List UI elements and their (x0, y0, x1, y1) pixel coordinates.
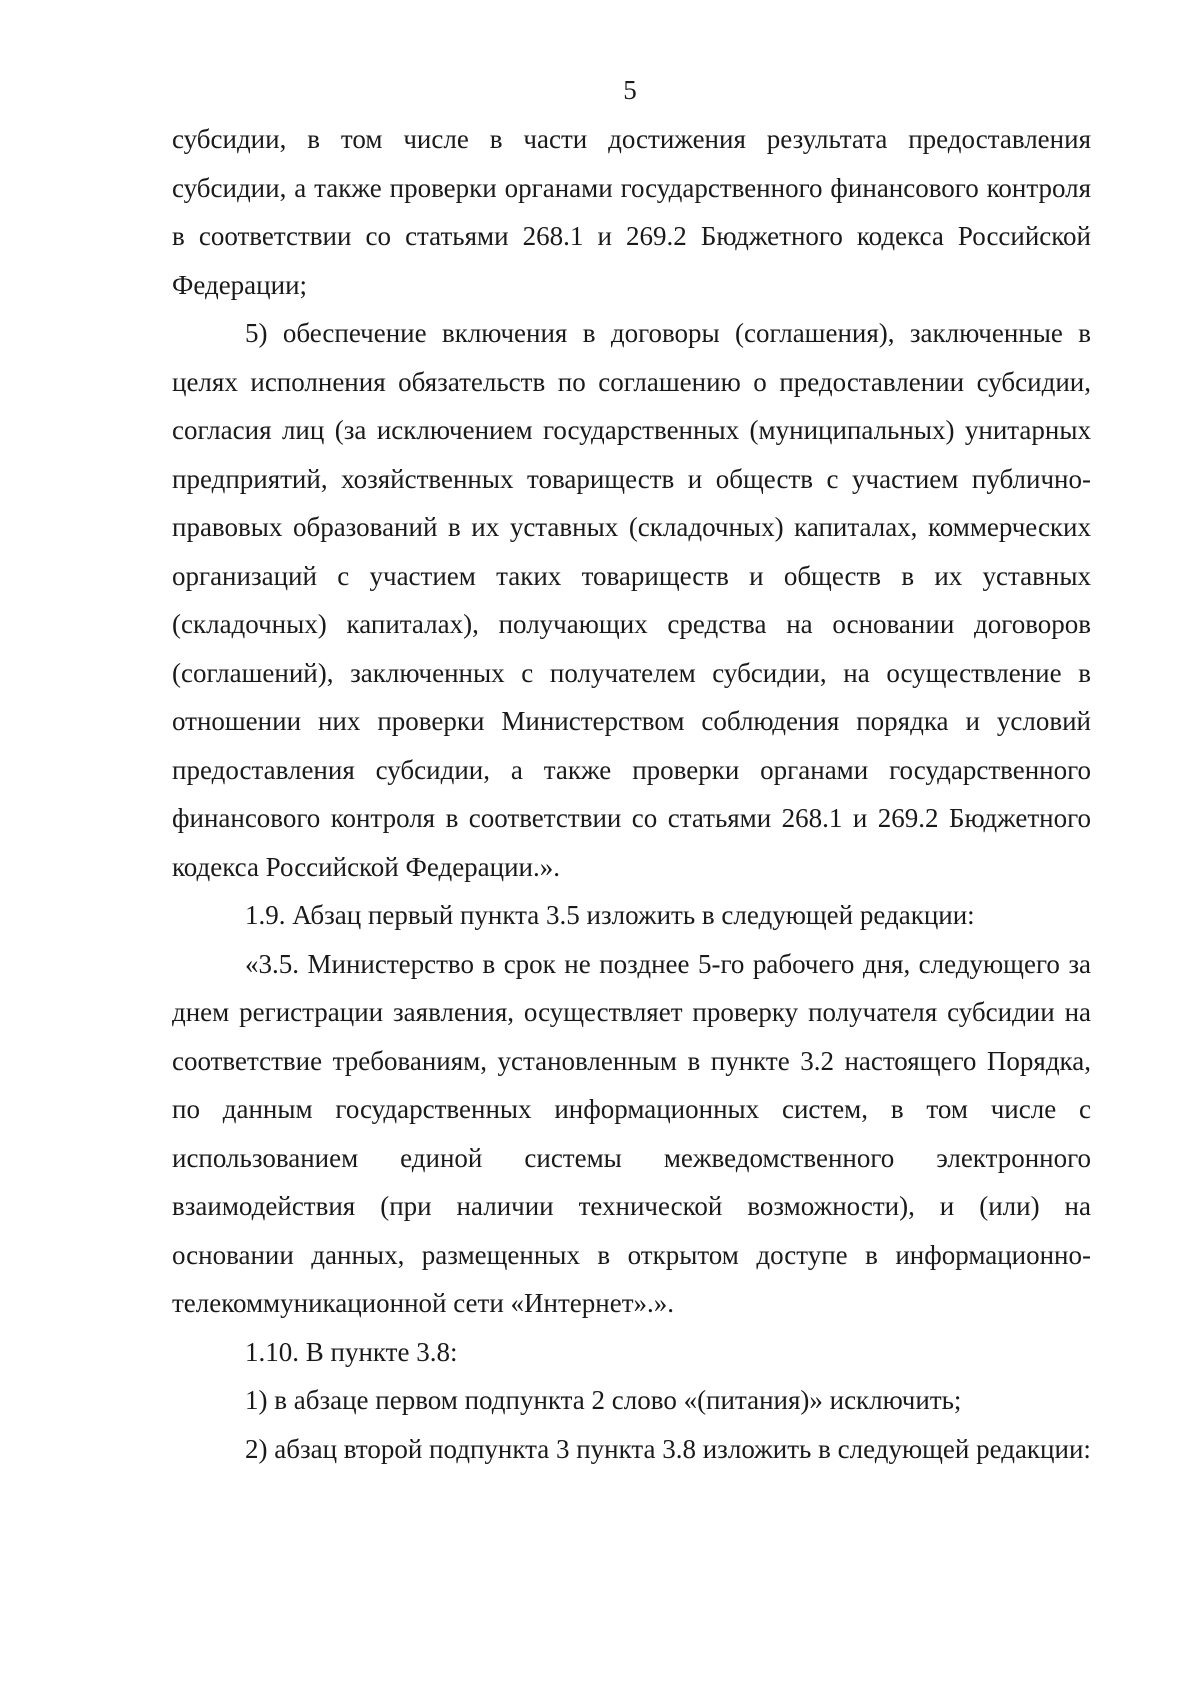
paragraph-subitem-1: 1) в абзаце первом подпункта 2 слово «(питания)» исключить; (245, 1385, 962, 1415)
paragraph-subitem-2: 2) абзац второй подпункта 3 пункта 3.8 изложить в следующей редакции: (245, 1433, 1091, 1464)
document-body (172, 115, 1091, 1473)
paragraph-1-9: 1.9. Абзац первый пункта 3.5 изложить в следующей редакции: (245, 900, 975, 930)
paragraph-continuation: субсидии, в том числе в части достижения результата предоставления субсидии, а также проверки органами государственного финансового контроля в соответствии со статьями 268.1 и 269.2 Бюджетного кодекса Российской Федерации; (172, 124, 1091, 300)
paragraph-item-5: 5) обеспечение включения в договоры (соглашения), заключенные в целях исполнения обязательств по соглашению о предоставлении субсидии, согласия лиц (за исключением государственных (муниципальных) унитарных предприятий, хозяйственных товариществ и обществ с участием публично-правовых образований в их уставных (складочных) капиталах, коммерческих организаций с участием таких товариществ и обществ в их уставных (складочных) капиталах), получающих средства на основании договоров (соглашений), заключенных с получателем субсидии, на осуществление в отношении них проверки Министерством соблюдения порядка и условий предоставления субсидии, а также проверки органами государственного финансового контроля в соответствии со статьями 268.1 и 269.2 Бюджетного кодекса Российской Федерации.». (172, 318, 1091, 882)
paragraph-3-5-quote: «3.5. Министерство в срок не позднее 5-го рабочего дня, следующего за днем регистрации заявления, осуществляет проверку получателя субсидии на соответствие требованиям, установленным в пункте 3.2 настоящего Порядка, по данным государственных информационных систем, в том числе с использованием единой системы межведомственного электронного взаимодействия (при наличии технической возможности), и (или) на основании данных, размещенных в открытом доступе в информационно-телекоммуникационной сети «Интернет».». (172, 948, 1091, 1318)
paragraph-1-10: 1.10. В пункте 3.8: (245, 1336, 458, 1367)
page-number: 5 (623, 75, 637, 105)
